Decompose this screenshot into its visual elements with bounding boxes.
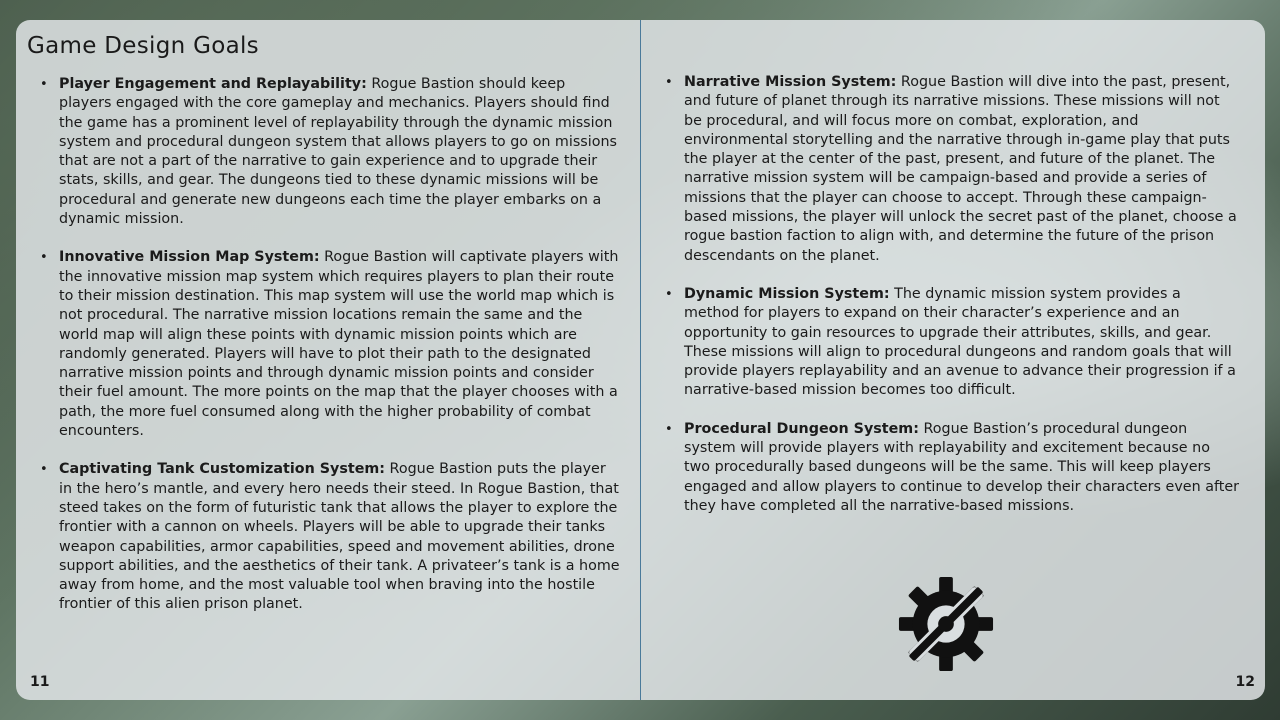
page-title: Game Design Goals <box>27 33 259 59</box>
right-goals-list <box>665 73 1240 535</box>
item-text: Rogue Bastion should keep players engaged with the core gameplay and mechanics. Players should find the game has a prominent level of replayability through the dynamic mission system and procedural dungeon system that allows players to go on missions that are not a part of the narrative to gain experience and to upgrade their stats, skills, and gear. The dungeons tied to these dynamic missions will be procedural and generate new dungeons each time the player embarks on a dynamic mission. <box>59 76 617 228</box>
left-goals-list <box>40 75 620 634</box>
list-item <box>40 460 620 614</box>
item-term: Narrative Mission System: <box>684 74 897 90</box>
list-item <box>40 75 620 229</box>
list-item <box>665 73 1240 266</box>
right-page <box>641 20 1265 700</box>
item-term: Dynamic Mission System: <box>684 285 890 302</box>
item-text: Rogue Bastion puts the player in the hero’s mantle, and every hero needs their steed. In Rogue Bastion, that steed takes on the form of futuristic tank that allows the player to explore the frontier with a cannon on wheels. Players will be able to upgrade their tanks weapon capabilities, armor capabilities, speed and movement abilities, drone support abilities, and the aesthetics of their tank. A privateer’s tank is a home away from home, and the most valuable tool when braving into the hostile frontier of this alien prison planet. <box>59 461 620 613</box>
item-text: The dynamic mission system provides a method for players to expand on their character’s experience and an opportunity to gain resources to upgrade their attributes, skills, and gear. These missions will align to procedural dungeons and random goals that will provide players replayability and an avenue to advance their progression if a narrative-based mission becomes too difficult. <box>684 285 1236 399</box>
left-page <box>16 20 640 700</box>
item-term: Captivating Tank Customization System: <box>59 461 386 478</box>
list-item <box>665 420 1240 516</box>
item-term: Innovative Mission Map System: <box>59 249 320 266</box>
item-text: Rogue Bastion will captivate players with the innovative mission map system which requires players to plan their route to their mission destination. This map system will use the world map which is not procedural. The narrative mission locations remain the same and the world map will align these points with dynamic mission points which are randomly generated. Players will have to plot their path to the designated narrative mission points and through dynamic mission points and consider their fuel amount. The more points on the map that the player chooses with a path, the more fuel consumed along with the higher probability of combat encounters. <box>59 249 619 440</box>
list-item <box>40 248 620 441</box>
item-term: Procedural Dungeon System: <box>684 420 919 437</box>
page-number: 11 <box>30 674 50 690</box>
item-text: Rogue Bastion will dive into the past, present, and future of planet through its narrative missions. These missions will not be procedural, and will focus more on combat, exploration, and environmental storytelling and the narrative through in-game play that puts the player at the center of the past, present, and future of the planet. The narrative mission system will be campaign-based and provide a series of missions that the player can choose to accept. Through these campaign-based missions, the player will unlock the secret past of the planet, choose a rogue bastion faction to align with, and determine the future of the prison descendants on the planet. <box>684 74 1237 264</box>
item-text: Rogue Bastion’s procedural dungeon system will provide players with replayability and excitement because no two procedurally based dungeons will be the same. This will keep players engaged and allow players to continue to develop their characters even after they have completed all the narrative-based missions. <box>684 420 1240 514</box>
page-number: 12 <box>1235 674 1255 690</box>
gear-wrench-logo-icon <box>897 575 995 673</box>
list-item <box>665 285 1240 401</box>
item-term: Player Engagement and Replayability: <box>59 76 367 92</box>
